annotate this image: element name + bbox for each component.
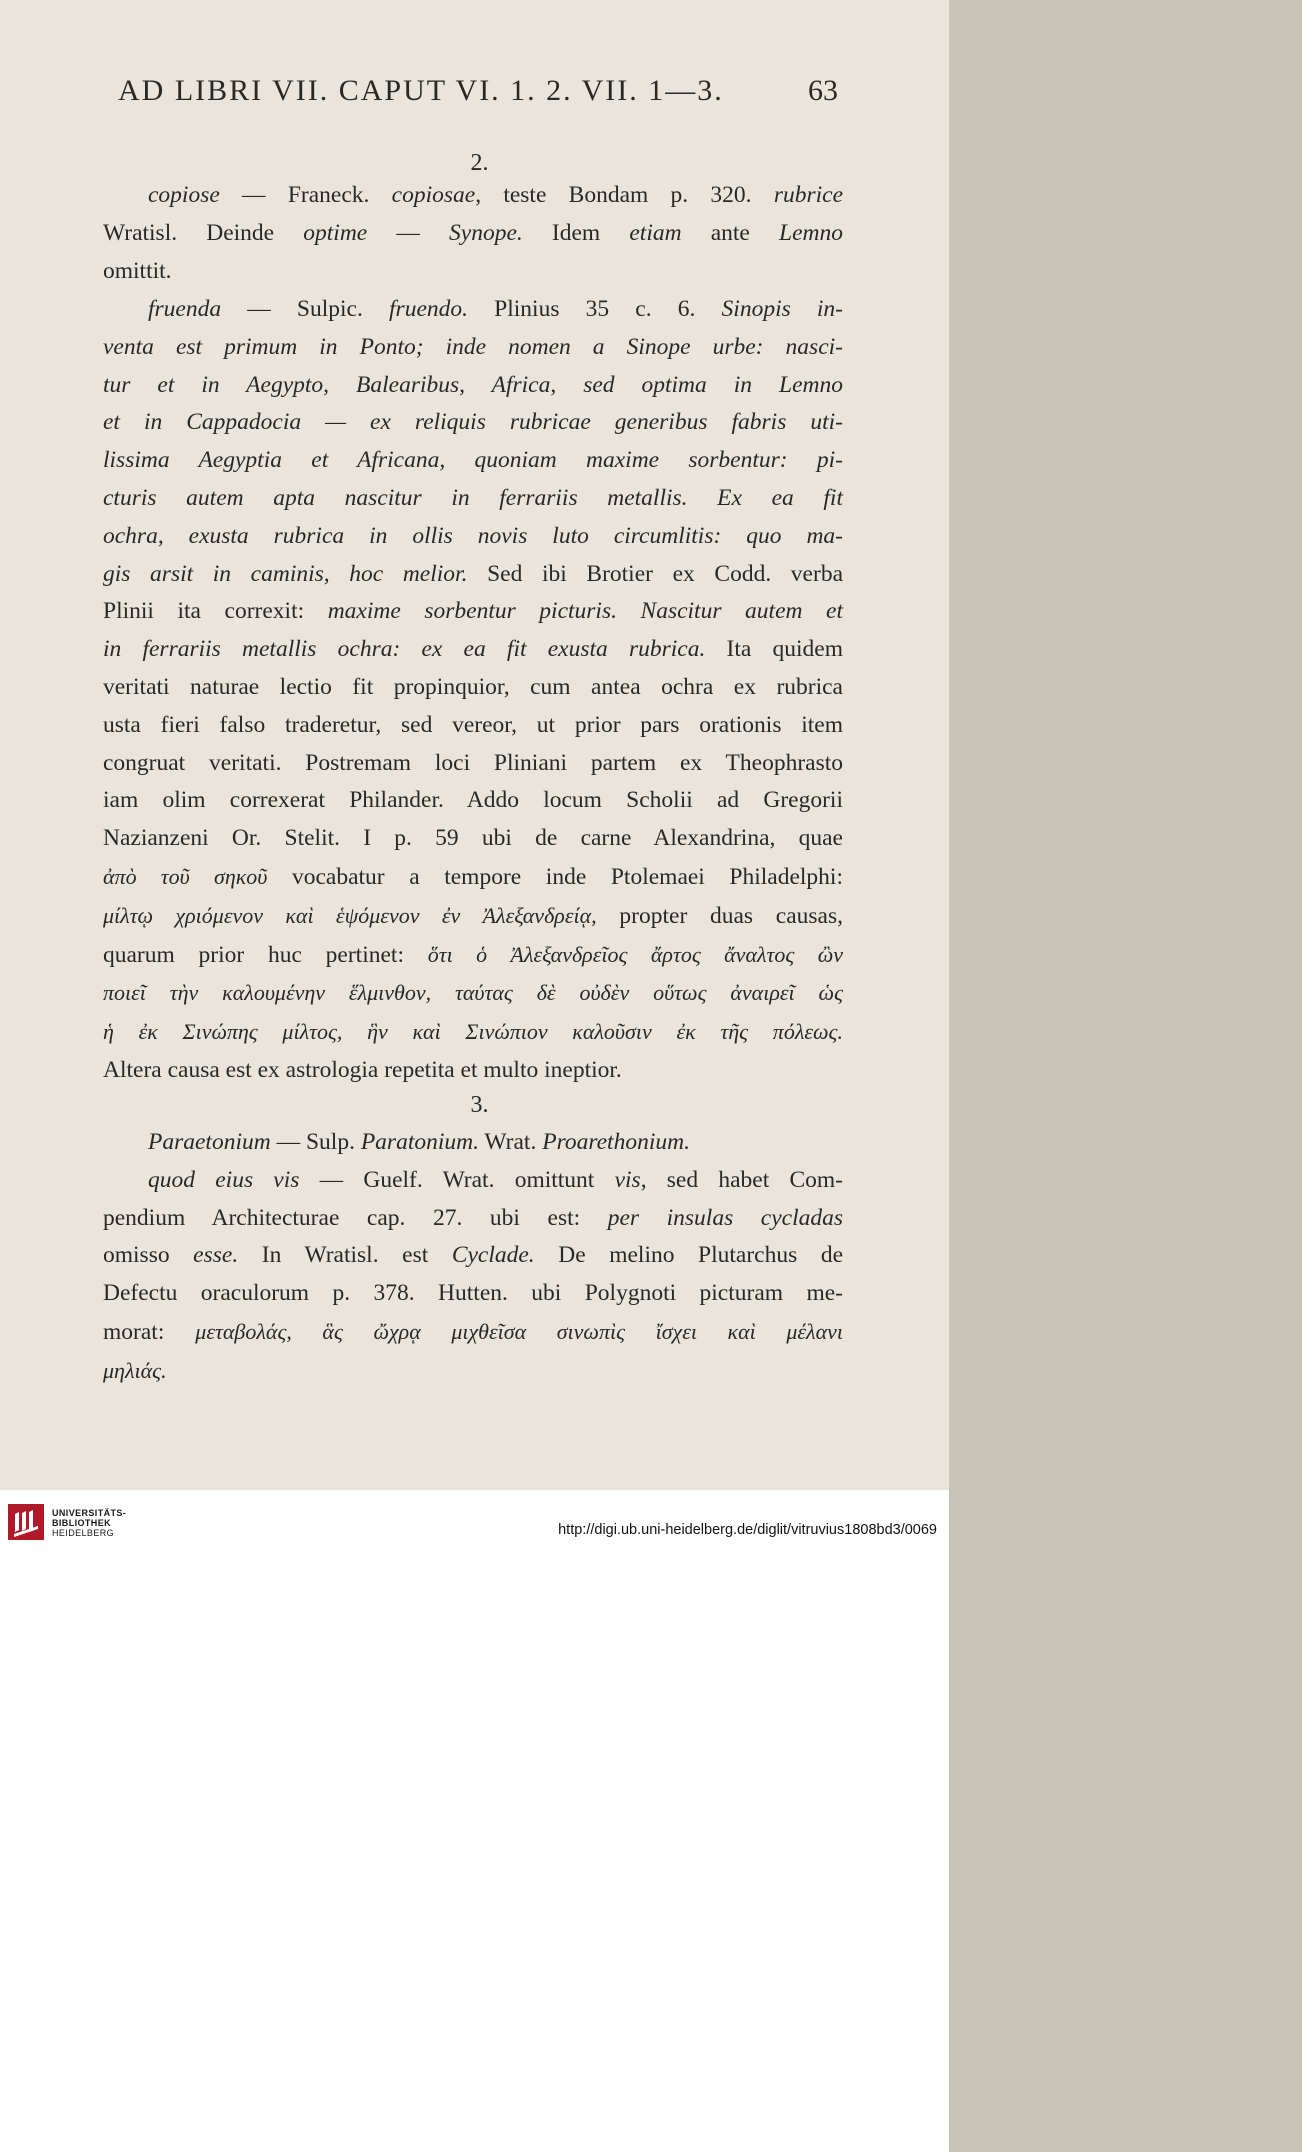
section-number-3: 3. bbox=[470, 1092, 489, 1118]
section-3-p2-line: quod eius vis — Guelf. Wrat. omittunt vis, sed habet Com- bbox=[148, 1166, 843, 1193]
section-2-paragraph-1 bbox=[103, 177, 843, 290]
section-2-p1-line: copiose — Franeck. copiosae, teste Bondam p. 320. rubrice bbox=[148, 182, 843, 208]
section-2-p2-line: ochra, exusta rubrica in ollis novis luto circumlitis: quo ma- bbox=[103, 522, 843, 549]
section-3-p1-line: Paraetonium — Sulp. Paratonium. Wrat. Proarethonium. bbox=[148, 1129, 690, 1155]
section-3-paragraphs bbox=[103, 1124, 843, 1391]
institution-line-3: HEIDELBERG bbox=[52, 1528, 115, 1538]
section-2-p2-line: ποιεῖ τὴν καλουμένην ἕλμινθον, ταύτας δὲ οὐδὲν οὕτως ἀναιρεῖ ὡς bbox=[103, 980, 843, 1006]
section-2-p2-line: congruat veritati. Postremam loci Pliniani partem ex Theophrasto bbox=[103, 749, 843, 776]
section-2-p1-line: Wratisl. Deinde optime — Synope. Idem etiam ante Lemno bbox=[103, 219, 843, 246]
section-3-p2-line: μηλιάς. bbox=[103, 1357, 167, 1383]
institution-name bbox=[52, 1508, 126, 1538]
permalink-url[interactable]: http://digi.ub.uni-heidelberg.de/diglit/vitruvius1808bd3/0069 bbox=[558, 1522, 937, 1538]
section-3-p2-line: omisso esse. In Wratisl. est Cyclade. De melino Plutarchus de bbox=[103, 1242, 843, 1269]
page-number: 63 bbox=[808, 74, 838, 107]
section-3-p2-line: morat: μεταβολάς, ἃς ὤχρᾳ μιχθεῖσα σινωπὶς ἴσχει καὶ μέλανι bbox=[103, 1318, 843, 1345]
institution-line-2: BIBLIOTHEK bbox=[52, 1518, 111, 1528]
section-2-p2-line: usta fieri falso traderetur, sed vereor, ut prior pars orationis item bbox=[103, 711, 843, 738]
section-2-p2-line: venta est primum in Ponto; inde nomen a Sinope urbe: nasci- bbox=[103, 333, 843, 360]
section-number-2: 2. bbox=[470, 150, 489, 176]
section-2-p2-line: veritati naturae lectio fit propinquior, cum antea ochra ex rubrica bbox=[103, 673, 843, 700]
section-2-p2-line: quarum prior huc pertinet: ὅτι ὁ Ἀλεξανδρεῖος ἄρτος ἄναλτος ὢν bbox=[103, 941, 843, 968]
library-footer bbox=[0, 1490, 949, 2152]
institution-line-1: UNIVERSITÄTS- bbox=[52, 1508, 127, 1518]
section-2-p2-line: fruenda — Sulpic. fruendo. Plinius 35 c. 6. Sinopis in- bbox=[148, 296, 844, 322]
running-header bbox=[118, 74, 838, 110]
section-2-p2-line: μίλτῳ χριόμενον καὶ ἑψόμενον ἐν Ἀλεξανδρείᾳ, propter duas causas, bbox=[103, 902, 843, 929]
section-2-p2-line: Nazianzeni Or. Stelit. I p. 59 ubi de carne Alexandrina, quae bbox=[103, 825, 843, 852]
section-2-p2-line: Plinii ita correxit: maxime sorbentur picturis. Nascitur autem et bbox=[103, 598, 843, 625]
section-2-p1-line: omittit. bbox=[103, 257, 172, 284]
section-2-p2-line: gis arsit in caminis, hoc melior. Sed ibi Brotier ex Codd. verba bbox=[103, 560, 843, 587]
section-2-p2-line: lissima Aegyptia et Africana, quoniam maxime sorbentur: pi- bbox=[103, 447, 843, 474]
running-title: AD LIBRI VII. CAPUT VI. 1. 2. VII. 1—3. bbox=[118, 74, 724, 107]
section-2-p2-line: iam olim correxerat Philander. Addo locum Scholii ad Gregorii bbox=[103, 787, 843, 814]
section-2-paragraph-2 bbox=[103, 291, 843, 1090]
section-3-p2-line: pendium Architecturae cap. 27. ubi est: per insulas cycladas bbox=[103, 1204, 844, 1231]
section-3-p2-line: Defectu oraculorum p. 378. Hutten. ubi Polygnoti picturam me- bbox=[103, 1280, 843, 1307]
section-2-p2-line: in ferrariis metallis ochra: ex ea fit exusta rubrica. Ita quidem bbox=[103, 636, 843, 663]
section-2-p2-line: ἡ ἐκ Σινώπης μίλτος, ἣν καὶ Σινώπιον καλοῦσιν ἐκ τῆς πόλεως. bbox=[103, 1019, 843, 1045]
section-2-p2-line: Altera causa est ex astrologia repetita et multo ineptior. bbox=[103, 1056, 622, 1083]
section-2-p2-line: cturis autem apta nascitur in ferrariis metallis. Ex ea fit bbox=[103, 484, 843, 511]
university-library-logo-icon bbox=[8, 1504, 44, 1540]
section-2-p2-line: ἀπὸ τοῦ σηκοῦ vocabatur a tempore inde Ptolemaei Philadelphi: bbox=[103, 863, 843, 890]
section-2-p2-line: tur et in Aegypto, Balearibus, Africa, sed optima in Lemno bbox=[103, 371, 843, 398]
section-2-p2-line: et in Cappadocia — ex reliquis rubricae generibus fabris uti- bbox=[103, 409, 843, 436]
